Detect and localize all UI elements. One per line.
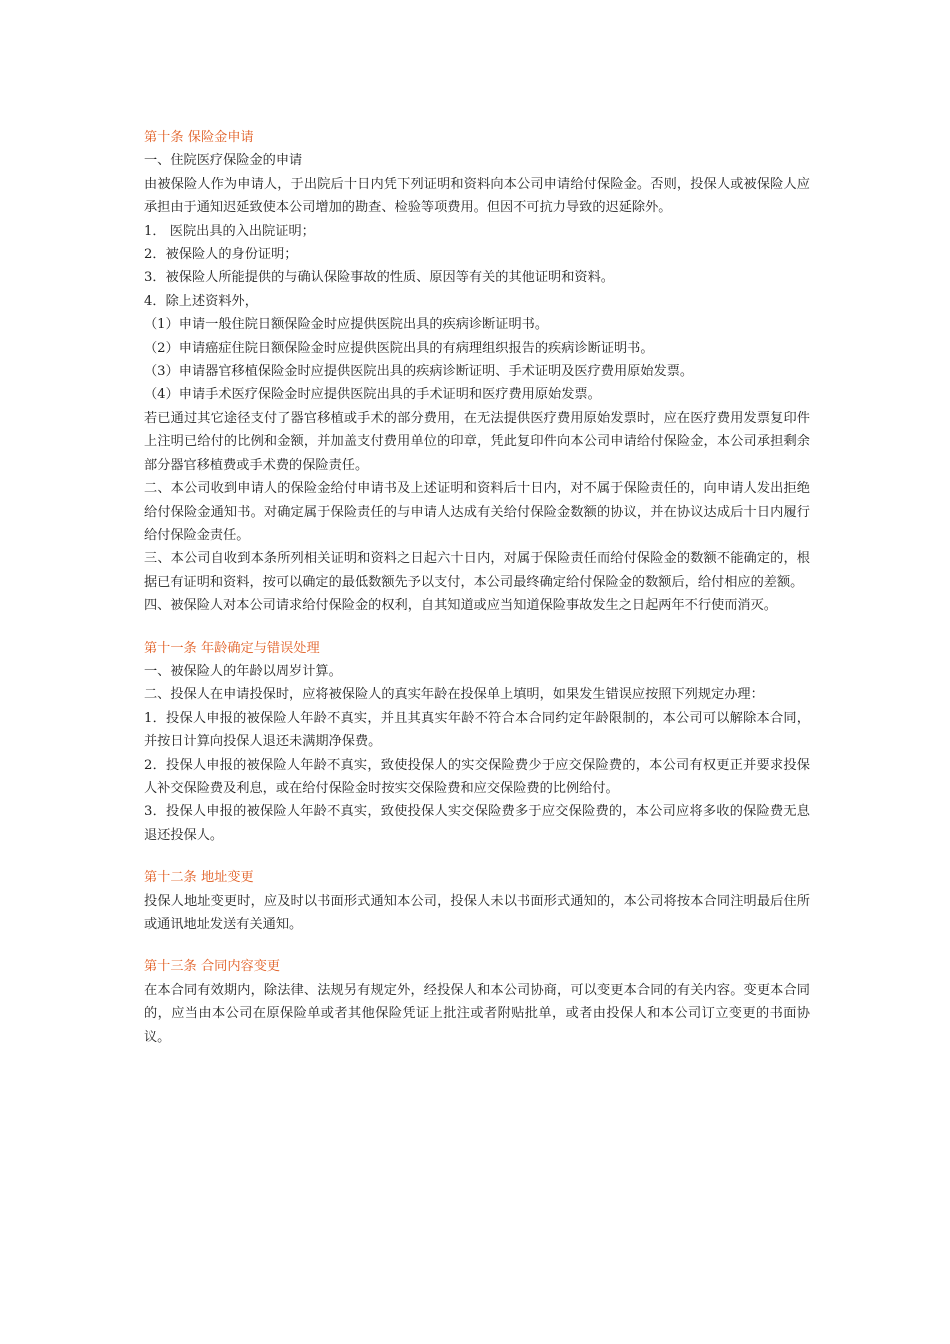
paragraph: 四、被保险人对本公司请求给付保险金的权利，自其知道或应当知道保险事故发生之日起两年不行使而消灭。	[144, 598, 777, 614]
section-title: 第十一条 年龄确定与错误处理	[144, 640, 320, 656]
list-item: 2．被保险人的身份证明；	[144, 247, 298, 263]
sub-list-item: （1）申请一般住院日额保险金时应提供医院出具的疾病诊断证明书。	[144, 317, 549, 333]
paragraph: 一、被保险人的年龄以周岁计算。	[144, 663, 342, 679]
paragraph: 三、本公司自收到本条所列相关证明和资料之日起六十日内，对属于保险责任而给付保险金的数额不能确定的，根据已有证明和资料，按可以确定的最低数额先予以支付，本公司最终确定给付保险金的数额后，给付相应的差额。	[144, 551, 810, 590]
paragraph: 二、本公司收到申请人的保险金给付申请书及上述证明和资料后十日内，对不属于保险责任的，向申请人发出拒绝给付保险金通知书。对确定属于保险责任的与申请人达成有关给付保险金数额的协议，并在协议达成后十日内履行给付保险金责任。	[144, 481, 810, 543]
list-item: 1． 医院出具的入出院证明；	[144, 223, 315, 239]
sub-list-item: （4）申请手术医疗保险金时应提供医院出具的手术证明和医疗费用原始发票。	[144, 387, 601, 403]
document-page	[144, 126, 810, 1049]
paragraph: 一、住院医疗保险金的申请	[144, 153, 303, 169]
paragraph: 在本合同有效期内，除法律、法规另有规定外，经投保人和本公司协商，可以变更本合同的有关内容。变更本合同的，应当由本公司在原保险单或者其他保险凭证上批注或者附贴批单，或者由投保人和本公司订立变更的书面协议。	[144, 982, 810, 1045]
paragraph: 二、投保人在申请投保时，应将被保险人的真实年龄在投保单上填明，如果发生错误应按照下列规定办理：	[144, 687, 764, 703]
section-title: 第十三条 合同内容变更	[144, 959, 281, 975]
paragraph: 由被保险人作为申请人，于出院后十日内凭下列证明和资料向本公司申请给付保险金。否则，投保人或被保险人应承担由于通知迟延致使本公司增加的勘查、检验等项费用。但因不可抗力导致的迟延除外。	[144, 176, 810, 216]
section-title: 第十条 保险金申请	[144, 130, 254, 145]
section-article-12	[144, 866, 810, 936]
list-item: 1．投保人申报的被保险人年龄不真实，并且其真实年龄不符合本合同约定年龄限制的，本公司可以解除本合同，并按日计算向投保人退还未满期净保费。	[144, 710, 810, 750]
list-item: 2．投保人申报的被保险人年龄不真实，致使投保人的实交保险费少于应交保险费的，本公司有权更正并要求投保人补交保险费及利息，或在给付保险金时按实交保险费和应交保险费的比例给付。	[144, 757, 810, 796]
section-spacer	[144, 618, 810, 637]
section-article-13	[144, 955, 810, 1049]
paragraph: 若已通过其它途径支付了器官移植或手术的部分费用，在无法提供医疗费用原始发票时，应在医疗费用发票复印件上注明已给付的比例和金额，并加盖支付费用单位的印章，凭此复印件向本公司申请给付保险金，本公司承担剩余部分器官移植费或手术费的保险责任。	[144, 410, 810, 473]
list-item: 3．被保险人所能提供的与确认保险事故的性质、原因等有关的其他证明和资料。	[144, 270, 614, 286]
sub-list-item: （2）申请癌症住院日额保险金时应提供医院出具的有病理组织报告的疾病诊断证明书。	[144, 340, 654, 356]
list-item: 3．投保人申报的被保险人年龄不真实，致使投保人实交保险费多于应交保险费的，本公司应将多收的保险费无息退还投保人。	[144, 804, 810, 843]
paragraph: 投保人地址变更时，应及时以书面形式通知本公司，投保人未以书面形式通知的，本公司将按本合同注明最后住所或通讯地址发送有关通知。	[144, 893, 810, 932]
section-article-10	[144, 126, 810, 618]
section-spacer	[144, 847, 810, 866]
list-item: 4．除上述资料外，	[144, 293, 258, 309]
section-spacer	[144, 936, 810, 955]
section-article-11	[144, 637, 810, 848]
section-title: 第十二条 地址变更	[144, 870, 254, 886]
sub-list-item: （3）申请器官移植保险金时应提供医院出具的疾病诊断证明、手术证明及医疗费用原始发票。	[144, 364, 694, 380]
